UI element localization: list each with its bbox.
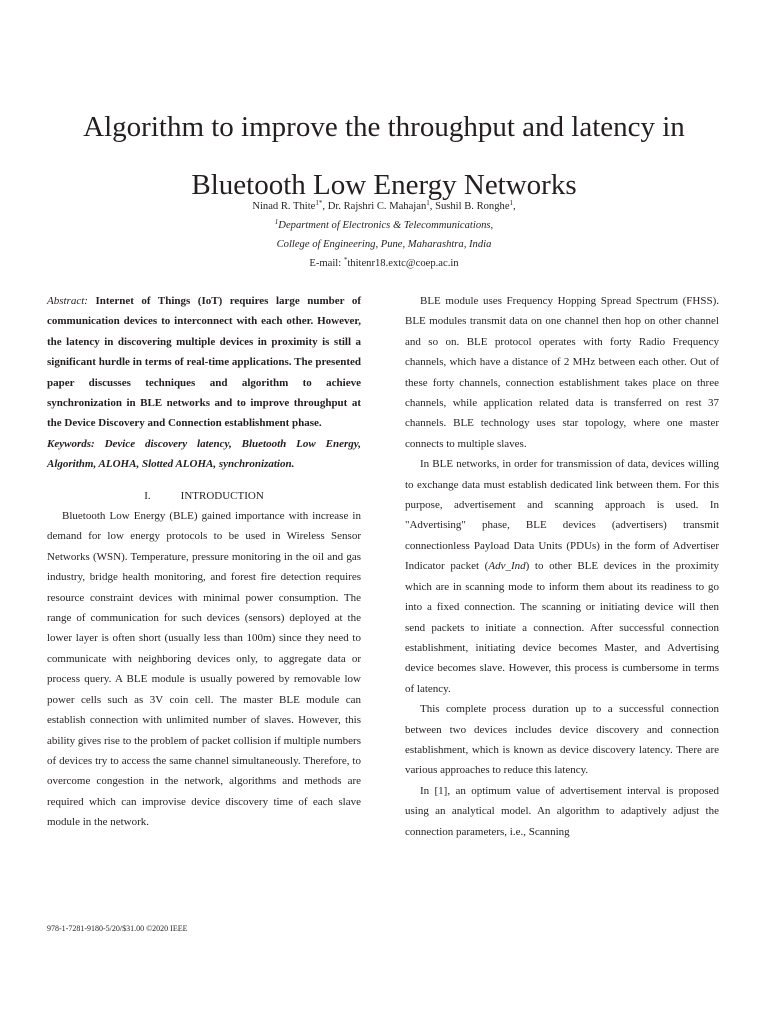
author-3: , Sushil B. Ronghe bbox=[429, 201, 510, 212]
section-number: I. bbox=[144, 489, 151, 502]
author-2-sup: 1 bbox=[426, 199, 430, 207]
abstract-text: Internet of Things (IoT) requires large number of communication devices to interconnect with each other. However, the latency in discovering multiple devices in proximity is still a significant hurdle in terms of real-time applications. The presented paper discusses techniques and algorithm to achieve synchronization in BLE networks and to improve throughput at the Device Discovery and Connection establishment phase. bbox=[47, 295, 361, 430]
author-line-end: , bbox=[513, 201, 516, 212]
right-paragraph-1: BLE module uses Frequency Hopping Spread Spectrum (FHSS). BLE modules transmit data on one channel then hop on other channel and so on. BLE protocol operates with forty Radio Frequency channels, which have a distance of 2 MHz between each other. Out of these forty channels, connection establishment takes place on three channels, while application related data is transferred on rest 37 channels. BLE technology uses star topology, where one master connects to multiple slaves. bbox=[405, 295, 719, 450]
author-1-sup: 1* bbox=[315, 199, 323, 207]
adv-ind-term: Adv_Ind bbox=[488, 560, 526, 573]
email-sup: * bbox=[343, 256, 348, 264]
right-column bbox=[405, 291, 719, 842]
right-paragraph-3: This complete process duration up to a successful connection between two devices includes device discovery and connection establishment, which is known as device discovery latency. There are various approaches to reduce this latency. bbox=[405, 703, 719, 777]
affiliation-department bbox=[0, 216, 768, 235]
author-3-sup: 1 bbox=[509, 199, 514, 207]
author-block bbox=[0, 197, 768, 273]
author-1: Ninad R. Thite bbox=[252, 201, 316, 212]
affiliation-sup: 1 bbox=[274, 218, 279, 226]
author-2: , Dr. Rajshri C. Mahajan bbox=[322, 201, 427, 212]
department-text: Department of Electronics & Telecommunications, bbox=[278, 220, 494, 231]
title-line-2: Bluetooth Low Energy Networks bbox=[191, 169, 577, 201]
intro-paragraph-1: Bluetooth Low Energy (BLE) gained importance with increase in demand for low energy protocols to be used in Wireless Sensor Networks (WSN). Temperature, pressure monitoring in the oil and gas industry, bridge health monitoring, and forest fire detection requires resource constraint devices with minimal power consumption. The range of communication for such devices (sensors) deployed at the lower layer is often short (usually less than 100m) since they need to communicate with neighboring devices only, to aggregate data or process query. A BLE module is usually powered by removable low power cells such as 3V coin cell. The master BLE module can establish connection with unlimited number of slaves. However, this ability gives rise to the problem of packet collision if multiple numbers of devices try to access the same channel simultaneously. Therefore, to overcome congestion in the network, algorithms and methods are required which can improvise device discovery time of each slave module in the network. bbox=[47, 510, 361, 829]
right-paragraph-2 bbox=[405, 454, 719, 699]
section-heading-introduction bbox=[47, 486, 361, 506]
title-line-1: Algorithm to improve the throughput and latency in bbox=[83, 111, 685, 143]
keywords: Keywords: Device discovery latency, Bluetooth Low Energy, Algorithm, ALOHA, Slotted ALOHA, synchronization. bbox=[47, 437, 361, 471]
abstract-label: Abstract: bbox=[47, 295, 88, 307]
copyright-footer: 978-1-7281-9180-5/20/$31.00 ©2020 IEEE bbox=[47, 924, 188, 933]
email-label: E-mail: bbox=[309, 258, 344, 269]
para2-part-b: ) to other BLE devices in the proximity which are in scanning mode to inform them about its readiness to go into a fixed connection. The scanning or initiating device will then send packets to initiate a connection. After successful connection establishment, initiating device becomes Master, and Advertising device becomes slave. However, this process is cumbersome in terms of latency. bbox=[405, 560, 719, 695]
left-column bbox=[47, 291, 361, 833]
right-paragraph-4: In [1], an optimum value of advertisement interval is proposed using an analytical model. An algorithm to adaptively adjust the connection parameters, i.e., Scanning bbox=[405, 784, 719, 838]
email-line bbox=[0, 254, 768, 273]
email-address: thitenr18.extc@coep.ac.in bbox=[347, 258, 459, 269]
author-line bbox=[0, 197, 768, 216]
affiliation-college: College of Engineering, Pune, Maharashtra, India bbox=[276, 239, 492, 250]
abstract bbox=[47, 291, 361, 434]
para2-part-a: In BLE networks, in order for transmission of data, devices willing to exchange data must establish dedicated link between them. For this purpose, advertisement and scanning approach is used. In "Advertising" phase, BLE devices (advertisers) transmit connectionless Payload Data Units (PDUs) in the form of Advertiser Indicator packet ( bbox=[405, 458, 719, 573]
section-title: INTRODUCTION bbox=[180, 489, 264, 502]
